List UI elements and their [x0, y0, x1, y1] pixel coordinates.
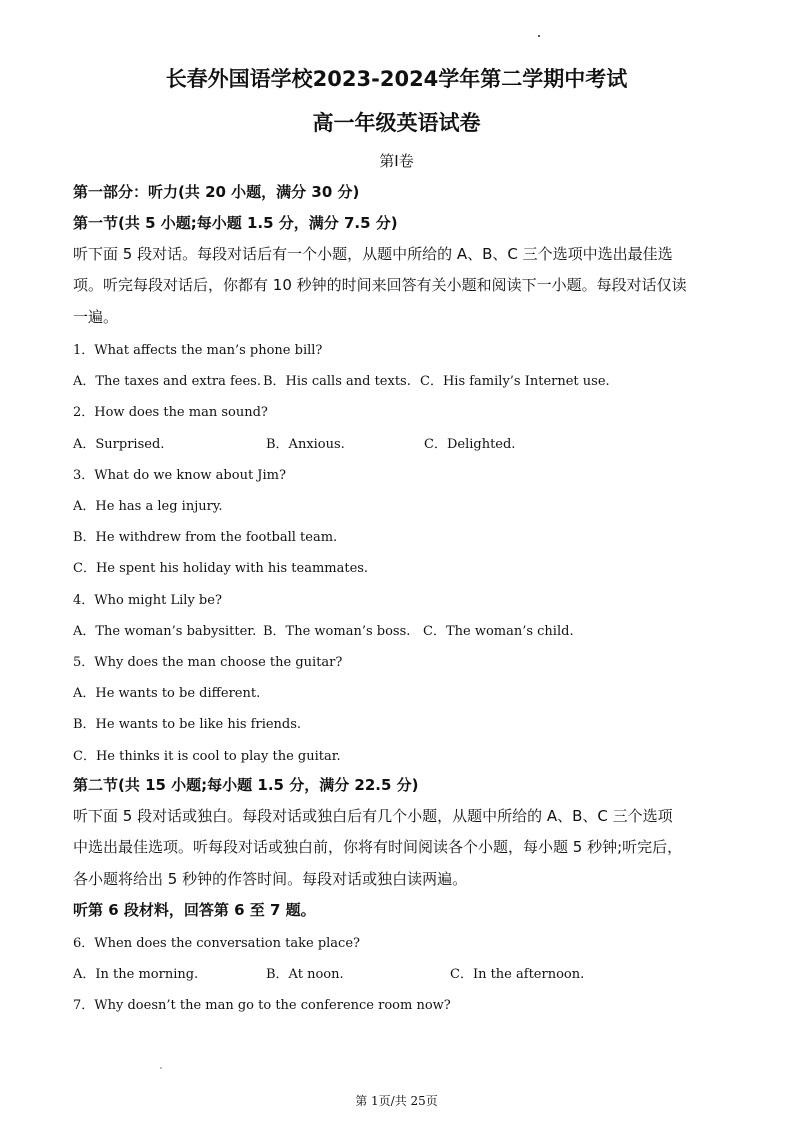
- q3-option-b: B．He withdrew from the football team.: [73, 530, 338, 545]
- page-footer: 第 1页/共 25页: [355, 1094, 438, 1108]
- volume-label: 第Ⅰ卷: [379, 152, 414, 170]
- q5-option-c: C．He thinks it is cool to play the guitar.: [73, 749, 341, 764]
- question-3: 3．What do we know about Jim?: [73, 468, 286, 483]
- question-7: 7．Why doesn’t the man go to the conference room now?: [73, 998, 451, 1013]
- section1-instruction-line: 听下面 5 段对话。每段对话后有一个小题，从题中所给的 A、B、C 三个选项中选出最佳选: [73, 245, 673, 263]
- corner-mark: [160, 1067, 162, 1069]
- question-1: 1．What affects the man’s phone bill?: [73, 343, 323, 358]
- q1-option-c: C．His family’s Internet use.: [420, 374, 610, 389]
- q2-option-a: A．Surprised.: [73, 437, 165, 452]
- material-heading: 听第 6 段材料，回答第 6 至 7 题。: [73, 901, 316, 919]
- section1-instruction-line: 项。听完每段对话后，你都有 10 秒钟的时间来回答有关小题和阅读下一小题。每段对话仅读: [73, 276, 687, 294]
- exam-title: 长春外国语学校2023-2024学年第二学期中考试: [165, 67, 628, 91]
- q4-option-a: A．The woman’s babysitter.: [73, 624, 257, 639]
- q2-option-b: B．Anxious.: [266, 437, 345, 452]
- section1-heading: 第一节(共 5 小题;每小题 1.5 分，满分 7.5 分): [73, 214, 398, 232]
- q1-option-b: B．His calls and texts.: [263, 374, 411, 389]
- section2-instruction-line: 各小题将给出 5 秒钟的作答时间。每段对话或独白读两遍。: [73, 870, 468, 888]
- section1-instruction-line: 一遍。: [73, 308, 119, 326]
- question-6: 6．When does the conversation take place?: [73, 936, 360, 951]
- q4-option-c: C．The woman’s child.: [423, 624, 574, 639]
- section2-instruction-line: 听下面 5 段对话或独白。每段对话或独白后有几个小题，从题中所给的 A、B、C 三个选项: [73, 807, 673, 825]
- q5-option-b: B．He wants to be like his friends.: [73, 717, 302, 732]
- question-4: 4．Who might Lily be?: [73, 593, 222, 608]
- question-5: 5．Why does the man choose the guitar?: [73, 655, 343, 670]
- q2-option-c: C．Delighted.: [424, 437, 516, 452]
- section2-heading: 第二节(共 15 小题;每小题 1.5 分，满分 22.5 分): [73, 776, 419, 794]
- section2-instruction-line: 中选出最佳选项。听每段对话或独白前，你将有时间阅读各个小题，每小题 5 秒钟;听完后，: [73, 838, 683, 856]
- exam-subtitle: 高一年级英语试卷: [312, 111, 481, 135]
- corner-mark: [538, 35, 540, 37]
- question-2: 2．How does the man sound?: [73, 405, 268, 420]
- q4-option-b: B．The woman’s boss.: [263, 624, 411, 639]
- part1-heading: 第一部分：听力(共 20 小题，满分 30 分): [73, 183, 360, 201]
- q1-option-a: A．The taxes and extra fees.: [73, 374, 261, 389]
- q6-option-a: A．In the morning.: [73, 967, 199, 982]
- q6-option-b: B．At noon.: [266, 967, 344, 982]
- q3-option-c: C．He spent his holiday with his teammates.: [73, 561, 369, 576]
- q5-option-a: A．He wants to be different.: [73, 686, 261, 701]
- q3-option-a: A．He has a leg injury.: [73, 499, 223, 514]
- q6-option-c: C．In the afternoon.: [450, 967, 585, 982]
